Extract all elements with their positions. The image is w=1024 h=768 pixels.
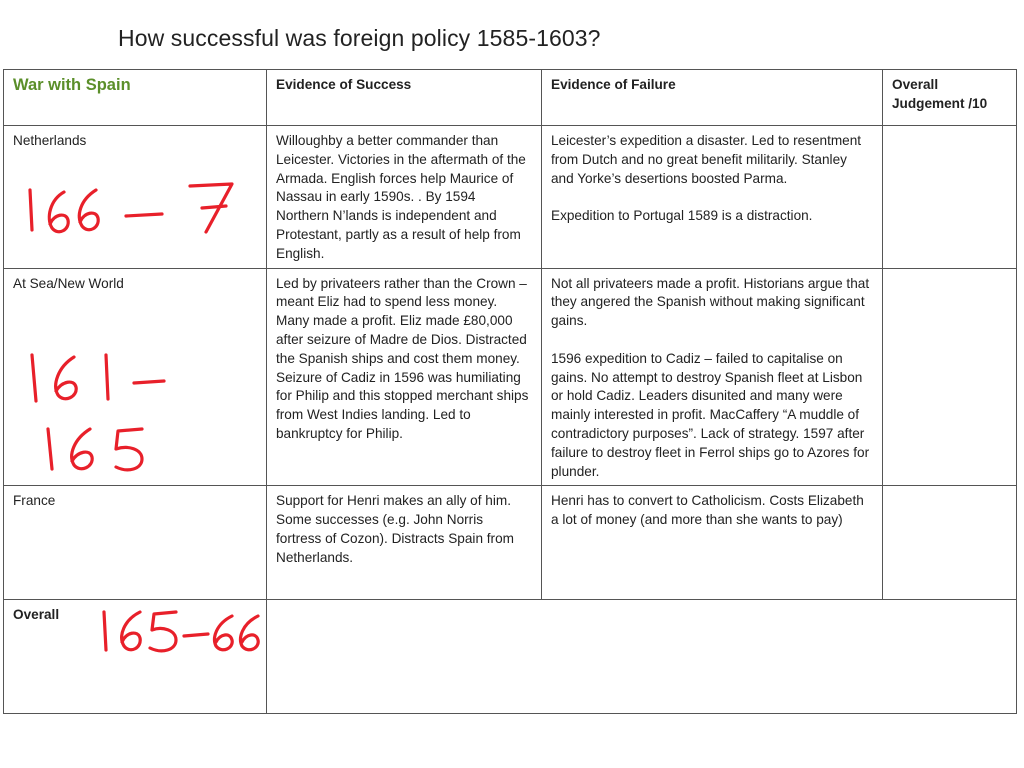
header-failure: Evidence of Failure bbox=[542, 70, 883, 126]
success-text-sea: Led by privateers rather than the Crown – meant Eliz had to spend less money. Many made a profit. Eliz made £80,000 after seizure of Madre de Dios. Distracted the Spanish ships and cost them money. Seizure of Cadiz in 1596 was humiliating for Philip and this stopped merchant ships from West Indies landing. Led to bankruptcy for Philip. bbox=[276, 275, 529, 441]
failure-cell-france bbox=[542, 486, 883, 600]
row-label-cell-sea bbox=[4, 268, 267, 486]
judgement-cell-france[interactable] bbox=[883, 486, 1017, 600]
success-cell-france bbox=[267, 486, 542, 600]
handwritten-note-netherlands bbox=[22, 180, 242, 240]
failure-text-sea-2: 1596 expedition to Cadiz – failed to capitalise on gains. No attempt to destroy Spanish fleet at Lisbon or hold Cadiz. Leaders disunited and many were mainly interested in profit. MacCaffery “A muddle of contradictory purposes”. Lack of strategy. 1597 after failure to destroy fleet in Ferrol ships go to Azores for plunder. bbox=[551, 350, 870, 479]
failure-text-france: Henri has to convert to Catholicism. Costs Elizabeth a lot of money (and more than she wants to pay) bbox=[551, 493, 864, 528]
header-judgement bbox=[883, 70, 1017, 126]
row-label-cell-france bbox=[4, 486, 267, 600]
header-success: Evidence of Success bbox=[267, 70, 542, 126]
row-label-france: France bbox=[13, 493, 56, 509]
row-label-cell-overall bbox=[4, 600, 267, 714]
handwritten-note-overall bbox=[96, 606, 266, 658]
header-topic-cell bbox=[4, 70, 267, 126]
failure-text-netherlands-2: Expedition to Portugal 1589 is a distraction. bbox=[551, 208, 813, 224]
judgement-cell-netherlands[interactable] bbox=[883, 126, 1017, 269]
page-title: How successful was foreign policy 1585-1603? bbox=[118, 25, 601, 51]
success-cell-sea bbox=[267, 268, 542, 486]
success-text-france: Support for Henri makes an ally of him. Some successes (e.g. John Norris fortress of Cozon). Distracts Spain from Netherlands. bbox=[276, 493, 514, 565]
handwritten-note-sea bbox=[24, 349, 184, 479]
row-label-overall: Overall bbox=[13, 607, 60, 623]
header-topic: War with Spain bbox=[13, 76, 131, 94]
row-label-netherlands: Netherlands bbox=[13, 133, 87, 148]
row-label-cell-netherlands bbox=[4, 126, 267, 269]
failure-cell-sea bbox=[542, 268, 883, 486]
row-label-sea: At Sea/New World bbox=[13, 275, 124, 291]
header-judgement-line2: Judgement /10 bbox=[892, 95, 988, 111]
table-row-overall bbox=[4, 600, 1017, 714]
failure-cell-netherlands bbox=[542, 126, 883, 269]
table-row-sea bbox=[4, 268, 1017, 486]
success-text-netherlands: Willoughby a better commander than Leicester. Victories in the aftermath of the Armada. English forces help Maurice of Nassau in early 1590s. . By 1594 Northern N’lands is independent and Protestant, partly as a result of help from English. bbox=[276, 133, 526, 261]
judgement-cell-sea[interactable] bbox=[883, 268, 1017, 486]
success-cell-netherlands bbox=[267, 126, 542, 269]
failure-text-netherlands-1: Leicester’s expedition a disaster. Led to resentment from Dutch and no great benefit militarily. Stanley and Yorke’s desertions boosted Parma. bbox=[551, 133, 862, 186]
overall-answer-cell[interactable] bbox=[267, 600, 1017, 714]
table-row-france bbox=[4, 486, 1017, 600]
header-judgement-line1: Overall bbox=[892, 77, 939, 92]
failure-text-sea-1: Not all privateers made a profit. Historians argue that they angered the Spanish without making significant gains. bbox=[551, 275, 870, 329]
foreign-policy-table bbox=[3, 69, 1017, 714]
table-row-netherlands bbox=[4, 126, 1017, 269]
header-row bbox=[4, 70, 1017, 126]
